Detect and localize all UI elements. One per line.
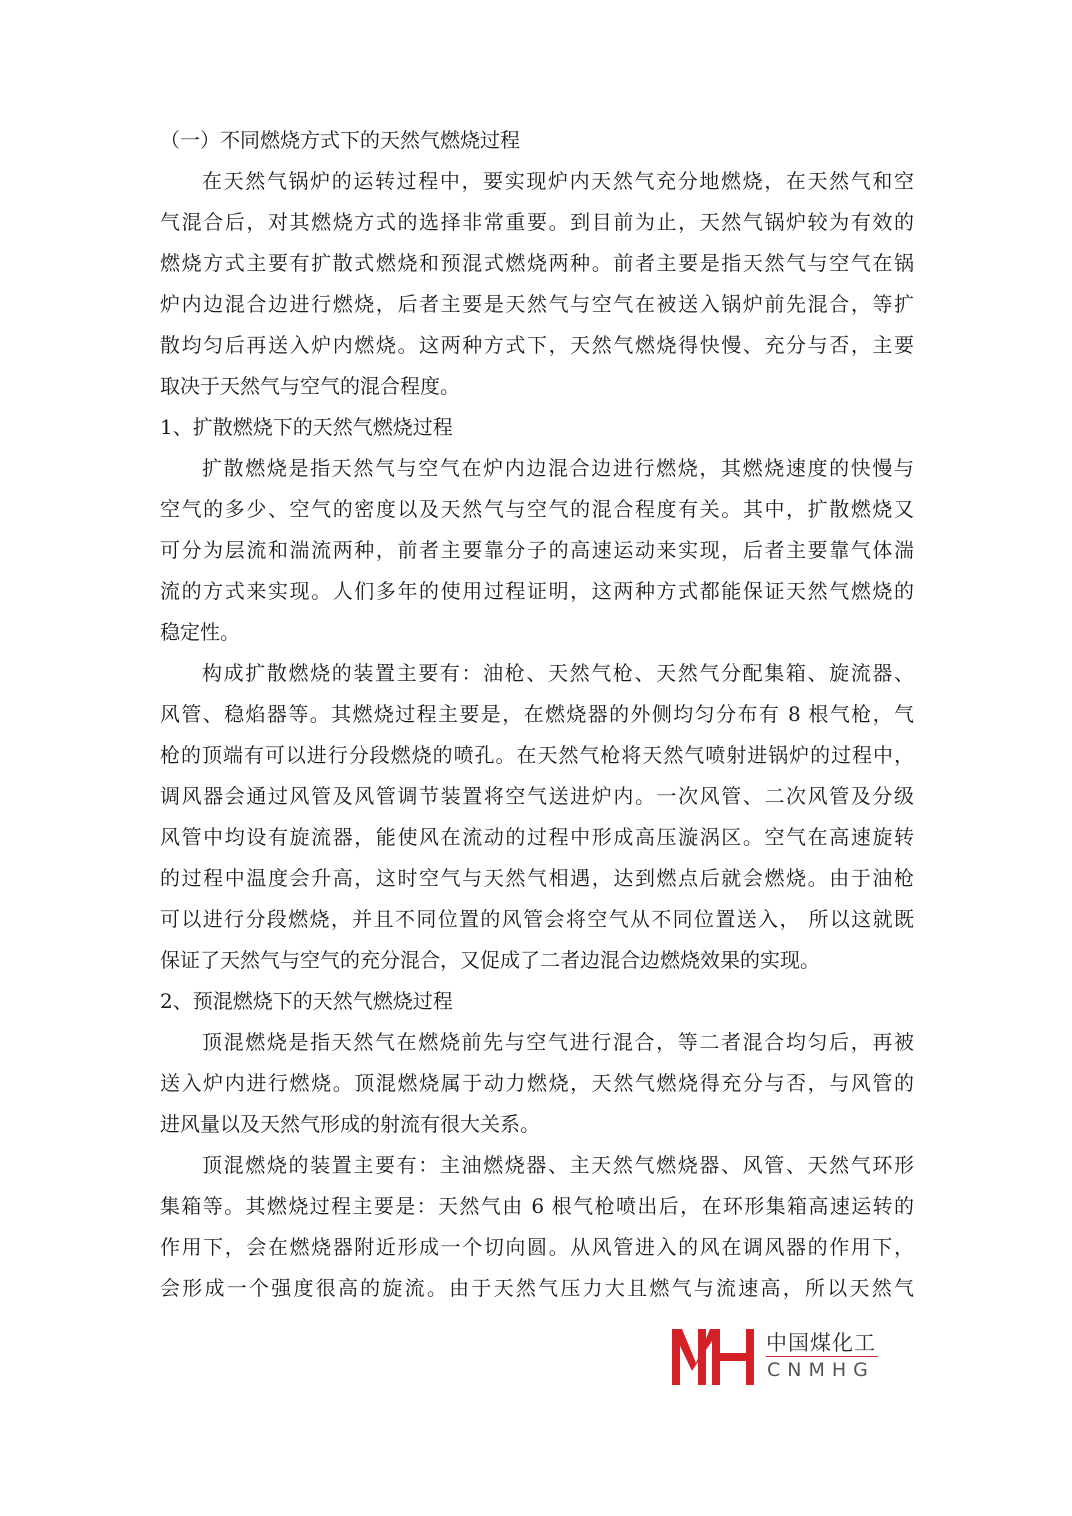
watermark-name-en: CNMHG: [767, 1359, 875, 1381]
paragraph-line: 调风器会通过风管及风管调节装置将空气送进炉内。一次风管、二次风管及分级: [160, 786, 914, 808]
watermark-name-cn: 中国煤化工: [766, 1331, 876, 1355]
paragraph-line: 流的方式来实现。人们多年的使用过程证明，这两种方式都能保证天然气燃烧的: [160, 581, 914, 603]
paragraph-line: 进风量以及天然气形成的射流有很大关系。: [160, 1114, 540, 1136]
document-body: [160, 130, 914, 1319]
paragraph-line: 构成扩散燃烧的装置主要有：油枪、天然气枪、天然气分配集箱、旋流器、: [202, 663, 914, 685]
paragraph-line: 顶混燃烧是指天然气在燃烧前先与空气进行混合，等二者混合均匀后，再被: [202, 1032, 914, 1054]
paragraph-line: 枪的顶端有可以进行分段燃烧的喷孔。在天然气枪将天然气喷射进锅炉的过程中，: [160, 745, 914, 767]
paragraph-line: 气混合后，对其燃烧方式的选择非常重要。到目前为止，天然气锅炉较为有效的: [160, 212, 914, 234]
paragraph-line: 作用下，会在燃烧器附近形成一个切向圆。从风管进入的风在调风器的作用下，: [160, 1237, 914, 1259]
paragraph-line: 燃烧方式主要有扩散式燃烧和预混式燃烧两种。前者主要是指天然气与空气在锅: [160, 253, 914, 275]
paragraph-line: 散均匀后再送入炉内燃烧。这两种方式下，天然气燃烧得快慢、充分与否，主要: [160, 335, 914, 357]
paragraph-line: 空气的多少、空气的密度以及天然气与空气的混合程度有关。其中，扩散燃烧又: [160, 499, 914, 521]
paragraph-line: 在天然气锅炉的运转过程中，要实现炉内天然气充分地燃烧，在天然气和空: [202, 171, 914, 193]
section-heading: 1、扩散燃烧下的天然气燃烧过程: [160, 417, 453, 439]
paragraph-line: 扩散燃烧是指天然气与空气在炉内边混合边进行燃烧，其燃烧速度的快慢与: [202, 458, 914, 480]
section-heading: 2、预混燃烧下的天然气燃烧过程: [160, 991, 453, 1013]
paragraph-line: 取决于天然气与空气的混合程度。: [160, 376, 460, 398]
paragraph-line: 可以进行分段燃烧，并且不同位置的风管会将空气从不同位置送入， 所以这就既: [160, 909, 914, 931]
watermark-divider: [766, 1356, 878, 1357]
section-heading: （一）不同燃烧方式下的天然气燃烧过程: [160, 130, 520, 152]
paragraph-line: 风管、稳焰器等。其燃烧过程主要是，在燃烧器的外侧均匀分布有 8 根气枪，气: [160, 704, 914, 726]
paragraph-line: 炉内边混合边进行燃烧，后者主要是天然气与空气在被送入锅炉前先混合，等扩: [160, 294, 914, 316]
watermark-logo: [670, 1323, 880, 1387]
paragraph-line: 稳定性。: [160, 622, 240, 644]
paragraph-line: 会形成一个强度很高的旋流。由于天然气压力大且燃气与流速高，所以天然气: [160, 1278, 914, 1300]
paragraph-line: 可分为层流和湍流两种，前者主要靠分子的高速运动来实现，后者主要靠气体湍: [160, 540, 914, 562]
monogram-icon: [670, 1323, 762, 1387]
paragraph-line: 风管中均设有旋流器，能使风在流动的过程中形成高压漩涡区。空气在高速旋转: [160, 827, 914, 849]
paragraph-line: 送入炉内进行燃烧。顶混燃烧属于动力燃烧，天然气燃烧得充分与否，与风管的: [160, 1073, 914, 1095]
paragraph-line: 保证了天然气与空气的充分混合，又促成了二者边混合边燃烧效果的实现。: [160, 950, 820, 972]
paragraph-line: 集箱等。其燃烧过程主要是：天然气由 6 根气枪喷出后，在环形集箱高速运转的: [160, 1196, 914, 1218]
paragraph-line: 顶混燃烧的装置主要有：主油燃烧器、主天然气燃烧器、风管、天然气环形: [202, 1155, 914, 1177]
paragraph-line: 的过程中温度会升高，这时空气与天然气相遇，达到燃点后就会燃烧。由于油枪: [160, 868, 914, 890]
